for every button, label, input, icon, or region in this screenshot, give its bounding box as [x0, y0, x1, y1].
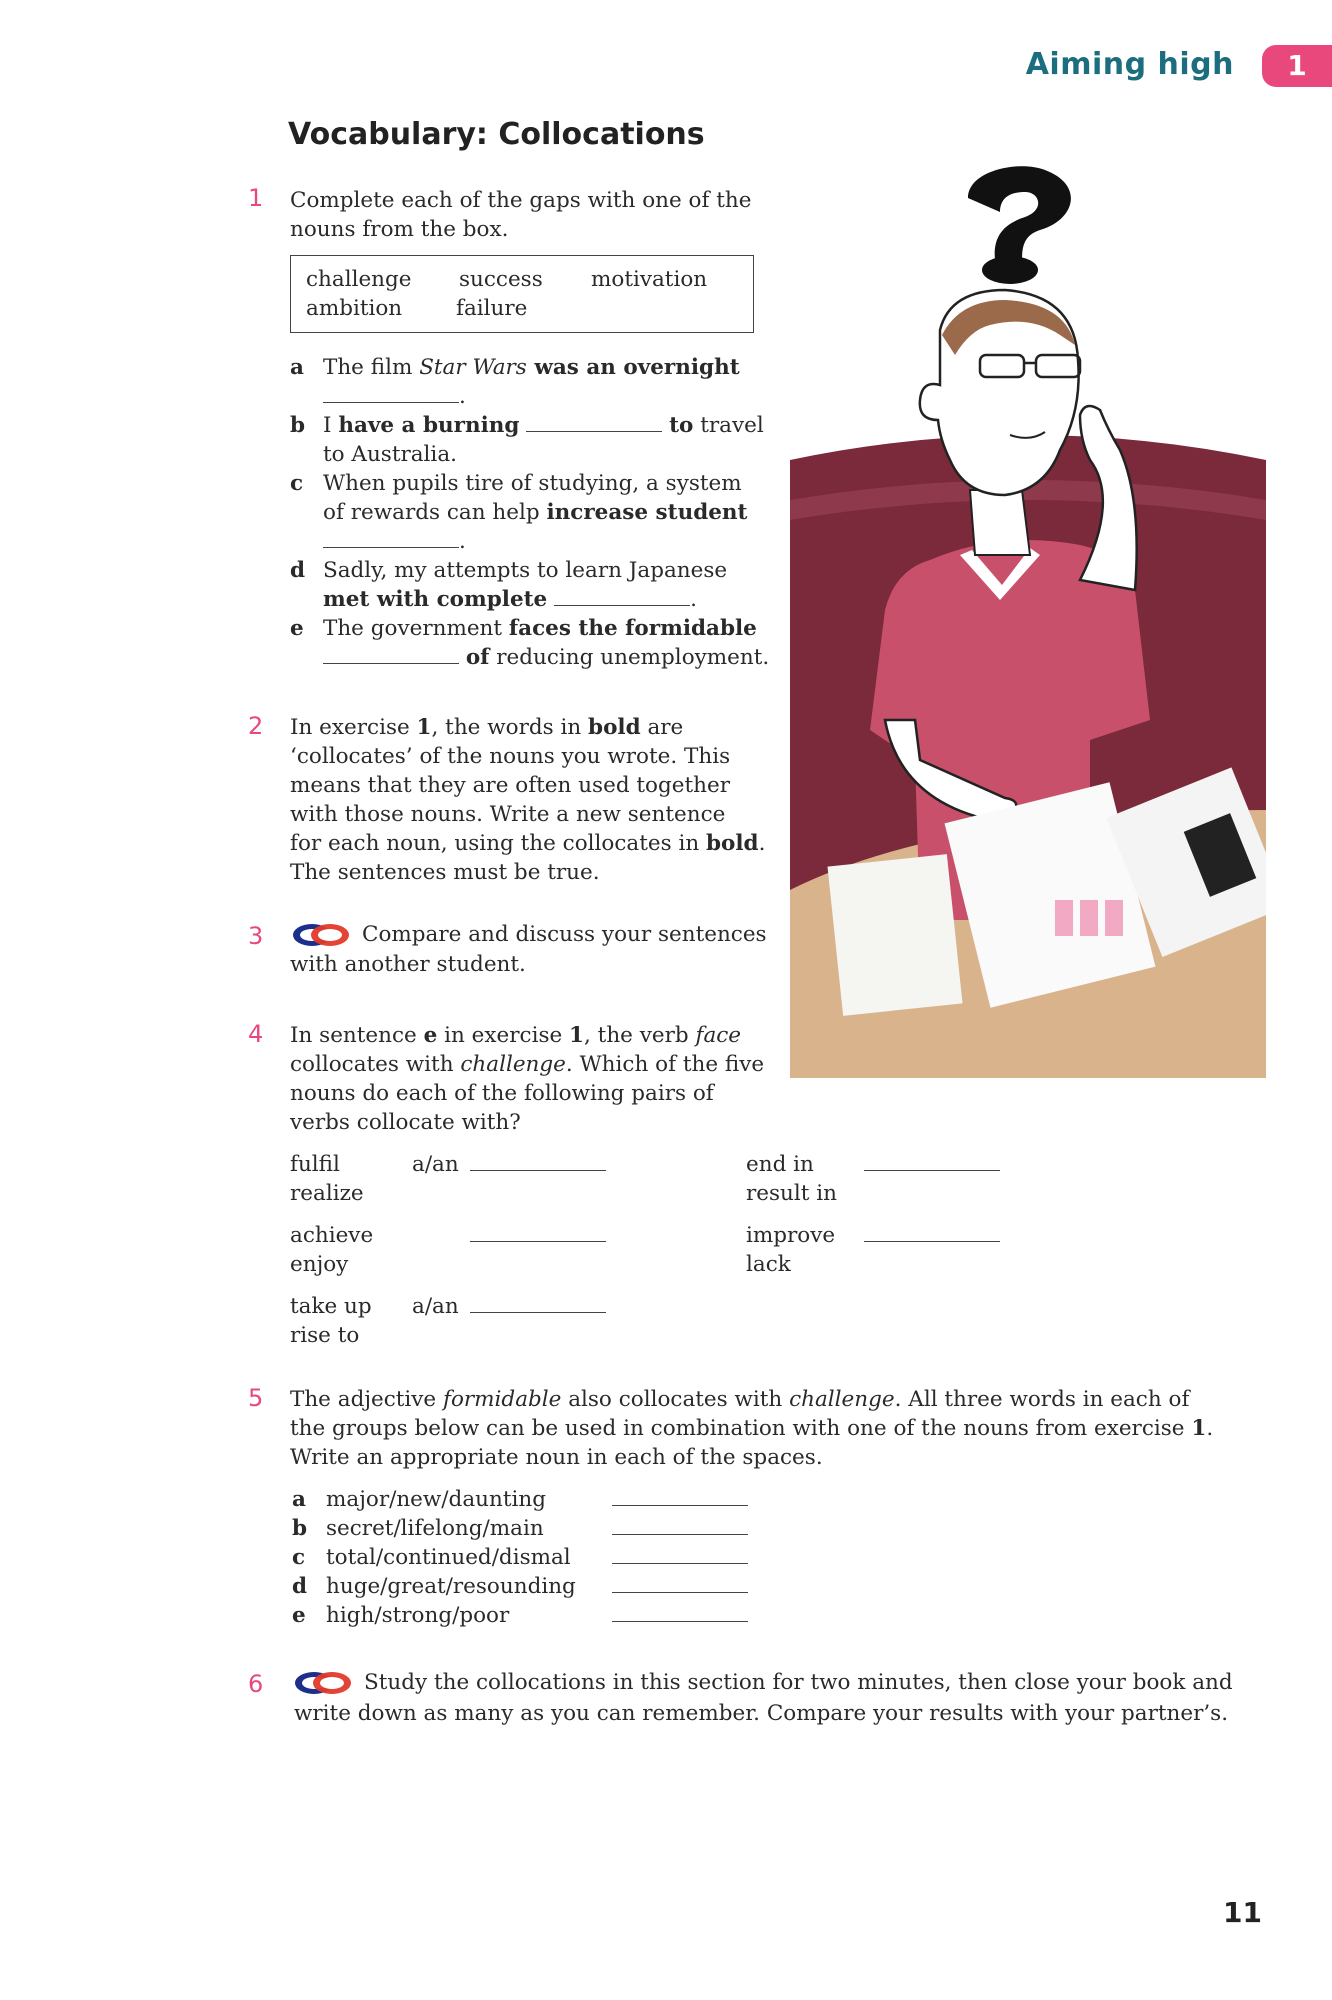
verb-pair-verb: fulfil [290, 1152, 340, 1177]
exercise-number: 4 [248, 1020, 264, 1048]
ex2-line: ‘collocates’ of the nouns you wrote. This [290, 744, 731, 769]
answer-gap[interactable] [470, 1150, 606, 1179]
ex3-line-1: Compare and discuss your sentences [290, 920, 767, 949]
verb-pair-verb: realize [290, 1181, 364, 1206]
ex1-item-c-line-2: of rewards can help increase student [323, 500, 748, 525]
verb-pair-verb: lack [746, 1252, 791, 1277]
box-word: motivation [591, 267, 708, 292]
exercise-number: 5 [248, 1384, 264, 1412]
ex5-line-1: The adjective formidable also collocates with challenge. All three words in each of [290, 1387, 1190, 1412]
answer-gap[interactable] [470, 1221, 606, 1250]
ex4-line-4: verbs collocate with? [290, 1110, 521, 1135]
running-header-title: Aiming high [1025, 47, 1234, 82]
answer-gap[interactable] [470, 1292, 606, 1321]
ex5-line-2: the groups below can be used in combination with one of the nouns from exercise 1. [290, 1416, 1214, 1441]
ex2-line: The sentences must be true. [290, 860, 600, 885]
ex3-line-2: with another student. [290, 952, 526, 977]
gap[interactable] [554, 587, 690, 606]
answer-gap[interactable] [612, 1572, 748, 1601]
answer-gap[interactable] [612, 1514, 748, 1543]
ex6-line-1: Study the collocations in this section for two minutes, then close your book and [292, 1668, 1233, 1697]
exercise-number: 3 [248, 922, 264, 950]
question-mark-icon [968, 166, 1071, 284]
ex4-line-2: collocates with challenge. Which of the five [290, 1052, 765, 1077]
ex1-item-c: c [290, 471, 304, 496]
verb-pair-verb: improve [746, 1223, 836, 1248]
box-word: success [459, 267, 543, 292]
ex2-line: for each noun, using the collocates in bold. [290, 831, 766, 856]
ex5-item-words: total/continued/dismal [326, 1545, 571, 1570]
answer-gap[interactable] [612, 1601, 748, 1630]
ex2-line: In exercise 1, the words in bold are [290, 715, 684, 740]
ex4-line-1: In sentence e in exercise 1, the verb face [290, 1023, 742, 1048]
ex5-item-words: major/new/daunting [326, 1487, 546, 1512]
exercise-number: 1 [248, 184, 264, 212]
verb-pair-verb: achieve [290, 1223, 374, 1248]
box-word: failure [456, 296, 528, 321]
pair-work-icon [292, 1669, 354, 1697]
page-number: 11 [1223, 1896, 1262, 1929]
ex2-line: with those nouns. Write a new sentence [290, 802, 726, 827]
ex6-line-2: write down as many as you can remember. Compare your results with your partner’s. [294, 1701, 1229, 1726]
ex1-item-a: a [290, 355, 304, 380]
ex1-item-a-gap[interactable]: . [323, 382, 466, 411]
answer-gap[interactable] [864, 1150, 1000, 1179]
thinking-man-illustration [790, 160, 1266, 1078]
verb-pair-verb: enjoy [290, 1252, 349, 1277]
ex5-item-words: huge/great/resounding [326, 1574, 576, 1599]
verb-pair-verb: end in [746, 1152, 814, 1177]
exercise-number: 2 [248, 712, 264, 740]
answer-gap[interactable] [864, 1221, 1000, 1250]
box-word: ambition [306, 296, 403, 321]
section-title: Vocabulary: Collocations [288, 117, 705, 152]
ex5-item: c [292, 1545, 306, 1570]
ex5-item-words: high/strong/poor [326, 1603, 510, 1628]
article: a/an [412, 1294, 459, 1319]
word-box [290, 255, 754, 333]
verb-pair-verb: result in [746, 1181, 837, 1206]
ex1-item-b-line-2: to Australia. [323, 442, 457, 467]
answer-gap[interactable] [612, 1543, 748, 1572]
ex5-item: a [292, 1487, 306, 1512]
pair-work-icon [290, 921, 352, 949]
ex1-item-b-text: I have a burning to travel [323, 413, 764, 438]
ex5-item: d [292, 1574, 308, 1599]
exercise-number: 6 [248, 1670, 264, 1698]
ex5-item: e [292, 1603, 306, 1628]
article: a/an [412, 1152, 459, 1177]
ex2-line: means that they are often used together [290, 773, 730, 798]
verb-pair-verb: rise to [290, 1323, 360, 1348]
ex1-instruction-line-2: nouns from the box. [290, 217, 509, 242]
ex1-item-e: e [290, 616, 304, 641]
ex1-item-a-text: The film Star Wars was an overnight [323, 355, 740, 380]
ex1-item-d-line-1: Sadly, my attempts to learn Japanese [323, 558, 728, 583]
ex1-item-c-line-1: When pupils tire of studying, a system [323, 471, 742, 496]
unit-number-tab: 1 [1262, 45, 1332, 87]
ex1-item-c-gap[interactable]: . [323, 527, 466, 556]
ex4-line-3: nouns do each of the following pairs of [290, 1081, 714, 1106]
ex1-item-e-line-2: of reducing unemployment. [323, 643, 769, 672]
ex5-item: b [292, 1516, 308, 1541]
ex1-item-d-line-2: met with complete . [323, 587, 697, 612]
gap[interactable] [323, 645, 459, 664]
verb-pair-verb: take up [290, 1294, 372, 1319]
ex1-item-b: b [290, 413, 306, 438]
ex1-instruction-line-1: Complete each of the gaps with one of the [290, 188, 752, 213]
ex5-item-words: secret/lifelong/main [326, 1516, 544, 1541]
ex1-item-e-line-1: The government faces the formidable [323, 616, 757, 641]
answer-gap[interactable] [612, 1485, 748, 1514]
gap[interactable] [526, 413, 662, 432]
ex5-line-3: Write an appropriate noun in each of the spaces. [290, 1445, 823, 1470]
box-word: challenge [306, 267, 412, 292]
ex1-item-d: d [290, 558, 306, 583]
